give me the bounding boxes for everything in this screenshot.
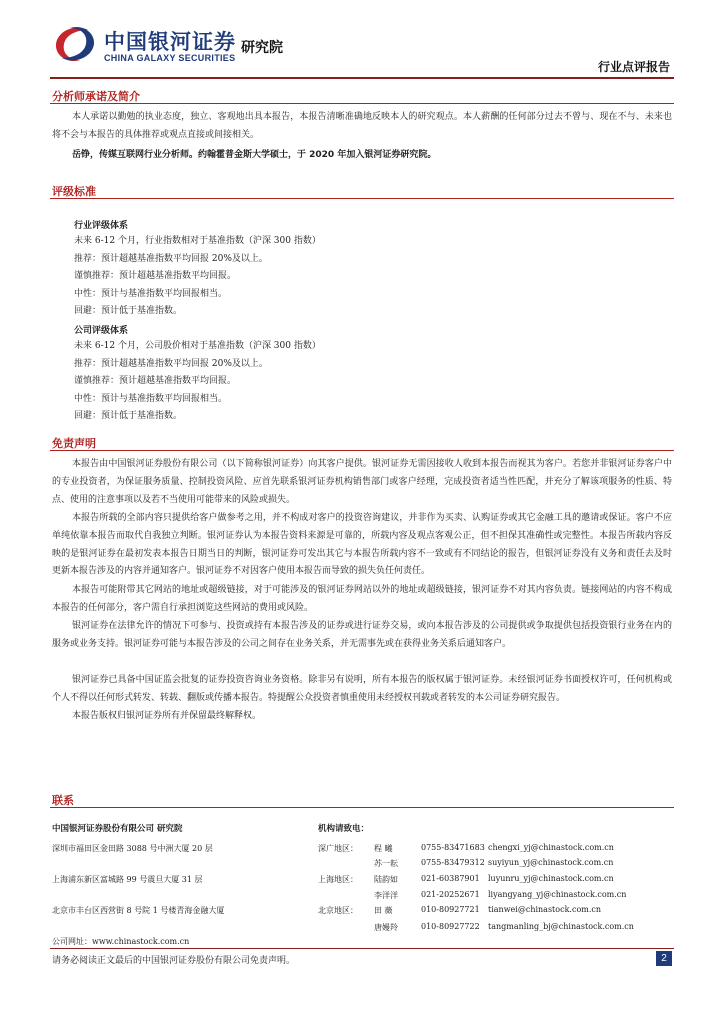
header-divider <box>50 77 674 79</box>
institute-label: 研究院 <box>241 40 283 56</box>
address-shenzhen: 深圳市福田区金田路 3088 号中洲大厦 20 层 <box>52 844 213 853</box>
section-divider <box>50 103 674 104</box>
contact-email[interactable]: liyangyang_yj@chinastock.com.cn <box>488 890 627 899</box>
disclaimer-paragraph: 银河证券已具备中国证监会批复的证券投资咨询业务资格。除非另有说明，所有本报告的版权属于银河证券。未经银河证券书面授权许可，任何机构或个人不得以任何形式转发、转载、翻版或传播本报告。特提醒公众投资者慎重使用未经授权刊载或者转发的本公司证券研究报告。 <box>52 675 672 703</box>
contact-section-title: 联系 <box>52 794 74 807</box>
contact-name: 陆韵如 <box>374 875 398 884</box>
contact-email[interactable]: chengxi_yj@chinastock.com.cn <box>488 843 614 852</box>
analyst-commitment: 本人承诺以勤勉的执业态度，独立、客观地出具本报告，本报告清晰准确地反映本人的研究观点。本人薪酬的任何部分过去不曾与、现在不与、未来也将不会与本报告的具体推荐或观点直接或间接相关。 <box>52 112 672 140</box>
company-rating-list <box>74 338 321 426</box>
brand-name-cn: 中国银河证券 <box>104 30 236 54</box>
contact-email[interactable]: tangmanling_bj@chinastock.com.cn <box>488 922 634 931</box>
region-label: 深广地区： <box>318 844 358 853</box>
list-item: 谨慎推荐：预计超越基准指数平均回报。 <box>74 271 237 282</box>
section-divider <box>50 198 674 199</box>
report-type: 行业点评报告 <box>597 60 670 74</box>
page-number: 2 <box>656 951 672 966</box>
footer-divider <box>50 948 674 949</box>
list-item: 推荐：预计超越基准指数平均回报 20%及以上。 <box>74 358 268 369</box>
list-item: 推荐：预计超越基准指数平均回报 20%及以上。 <box>74 253 268 264</box>
analyst-section-title: 分析师承诺及简介 <box>52 90 140 103</box>
list-item: 中性：预计与基准指数平均回报相当。 <box>74 393 228 404</box>
disclaimer-section-title: 免责声明 <box>52 437 96 450</box>
contact-email[interactable]: tianwei@chinastock.com.cn <box>488 905 602 914</box>
contact-phone: 0755-83471683 <box>421 843 485 852</box>
brand-name-en: CHINA GALAXY SECURITIES <box>104 53 236 63</box>
contact-name: 苏一耘 <box>374 859 398 868</box>
contact-name: 唐嫚羚 <box>374 923 398 932</box>
list-item: 回避：预计低于基准指数。 <box>74 411 183 422</box>
address-beijing: 北京市丰台区西营街 8 号院 1 号楼青海金融大厦 <box>52 906 225 915</box>
list-item: 回避：预计低于基准指数。 <box>74 306 183 317</box>
list-item: 未来 6-12 个月，行业指数相对于基准指数（沪深 300 指数） <box>74 236 321 246</box>
disclaimer-paragraph: 本报告所载的全部内容只提供给客户做参考之用，并不构成对客户的投资咨询建议，并非作为买卖、认购证券或其它金融工具的邀请或保证。客户不应单纯依靠本报告而取代自我独立判断。银河证券认为本报告资料来源是可靠的，所载内容及观点客观公正，但不担保其准确性或完整性。本报告所载内容反映的是银河证券在最初发表本报告日期当日的判断，银河证券可发出其它与本报告所载内容不一致或有不同结论的报告，但银河证券没有义务和责任去及时更新本报告涉及的内容并通知客户。银河证券不对因客户使用本报告而导致的损失负任何责任。 <box>52 513 672 577</box>
disclaimer-paragraph: 银河证券在法律允许的情况下可参与、投资或持有本报告涉及的证券或进行证券交易，或向本报告涉及的公司提供或争取提供包括投资银行业务在内的服务或业务支持。银河证券可能与本报告涉及的公司之间存在业务关系，并无需事先或在获得业务关系后通知客户。 <box>52 621 672 649</box>
list-item: 中性：预计与基准指数平均回报相当。 <box>74 288 228 299</box>
section-divider <box>50 450 674 451</box>
contact-name: 李洋洋 <box>374 891 398 900</box>
industry-rating-title: 行业评级体系 <box>74 221 129 231</box>
galaxy-logo-icon <box>50 22 100 66</box>
contact-name: 程 曦 <box>374 844 393 853</box>
contact-email[interactable]: luyunru_yj@chinastock.com.cn <box>488 874 614 883</box>
company-name: 中国银河证券股份有限公司 研究院 <box>52 824 183 834</box>
company-rating-title: 公司评级体系 <box>74 326 129 336</box>
disclaimer-paragraph: 本报告可能附带其它网站的地址或超级链接，对于可能涉及的银河证券网站以外的地址或超级链接，银河证券不对其内容负责。链接网站的内容不构成本报告的任何部分，客户需自行承担浏览这些网站的费用或风险。 <box>52 585 672 613</box>
industry-rating-list <box>74 233 321 321</box>
contact-name: 田 薇 <box>374 906 393 915</box>
disclaimer-paragraph: 本报告由中国银河证券股份有限公司（以下简称银河证券）向其客户提供。银河证券无需因接收人收到本报告而视其为客户。若您并非银河证券客户中的专业投资者，为保证服务质量、控制投资风险、应首先联系银河证券机构销售部门或客户经理，完成投资者适当性匹配，并充分了解该项服务的性质、特点、使用的注意事项以及若不当使用可能带来的风险或损失。 <box>52 459 672 505</box>
contact-email[interactable]: suyiyun_yj@chinastock.com.cn <box>488 858 614 867</box>
footer-disclaimer-note: 请务必阅读正文最后的中国银河证券股份有限公司免责声明。 <box>52 956 296 966</box>
disclaimer-paragraph: 本报告版权归银河证券所有并保留最终解释权。 <box>72 711 262 721</box>
company-website-link[interactable]: 公司网址：www.chinastock.com.cn <box>52 937 190 946</box>
analyst-bio: 岳铮，传媒互联网行业分析师。约翰霍普金斯大学硕士，于 2020 年加入银河证券研究院。 <box>72 150 437 160</box>
address-shanghai: 上海浦东新区富城路 99 号震旦大厦 31 层 <box>52 875 203 884</box>
contact-phone: 010-80927721 <box>421 905 480 914</box>
list-item: 谨慎推荐：预计超越基准指数平均回报。 <box>74 376 237 387</box>
contact-phone: 0755-83479312 <box>421 858 485 867</box>
region-label: 上海地区： <box>318 875 358 884</box>
list-item: 未来 6-12 个月，公司股价相对于基准指数（沪深 300 指数） <box>74 341 321 351</box>
institution-contact-title: 机构请致电： <box>318 824 370 834</box>
region-label: 北京地区： <box>318 906 358 915</box>
contact-phone: 021-20252671 <box>421 890 480 899</box>
contact-phone: 021-60387901 <box>421 874 480 883</box>
contact-phone: 010-80927722 <box>421 922 480 931</box>
rating-section-title: 评级标准 <box>52 185 96 198</box>
section-divider <box>50 807 674 808</box>
